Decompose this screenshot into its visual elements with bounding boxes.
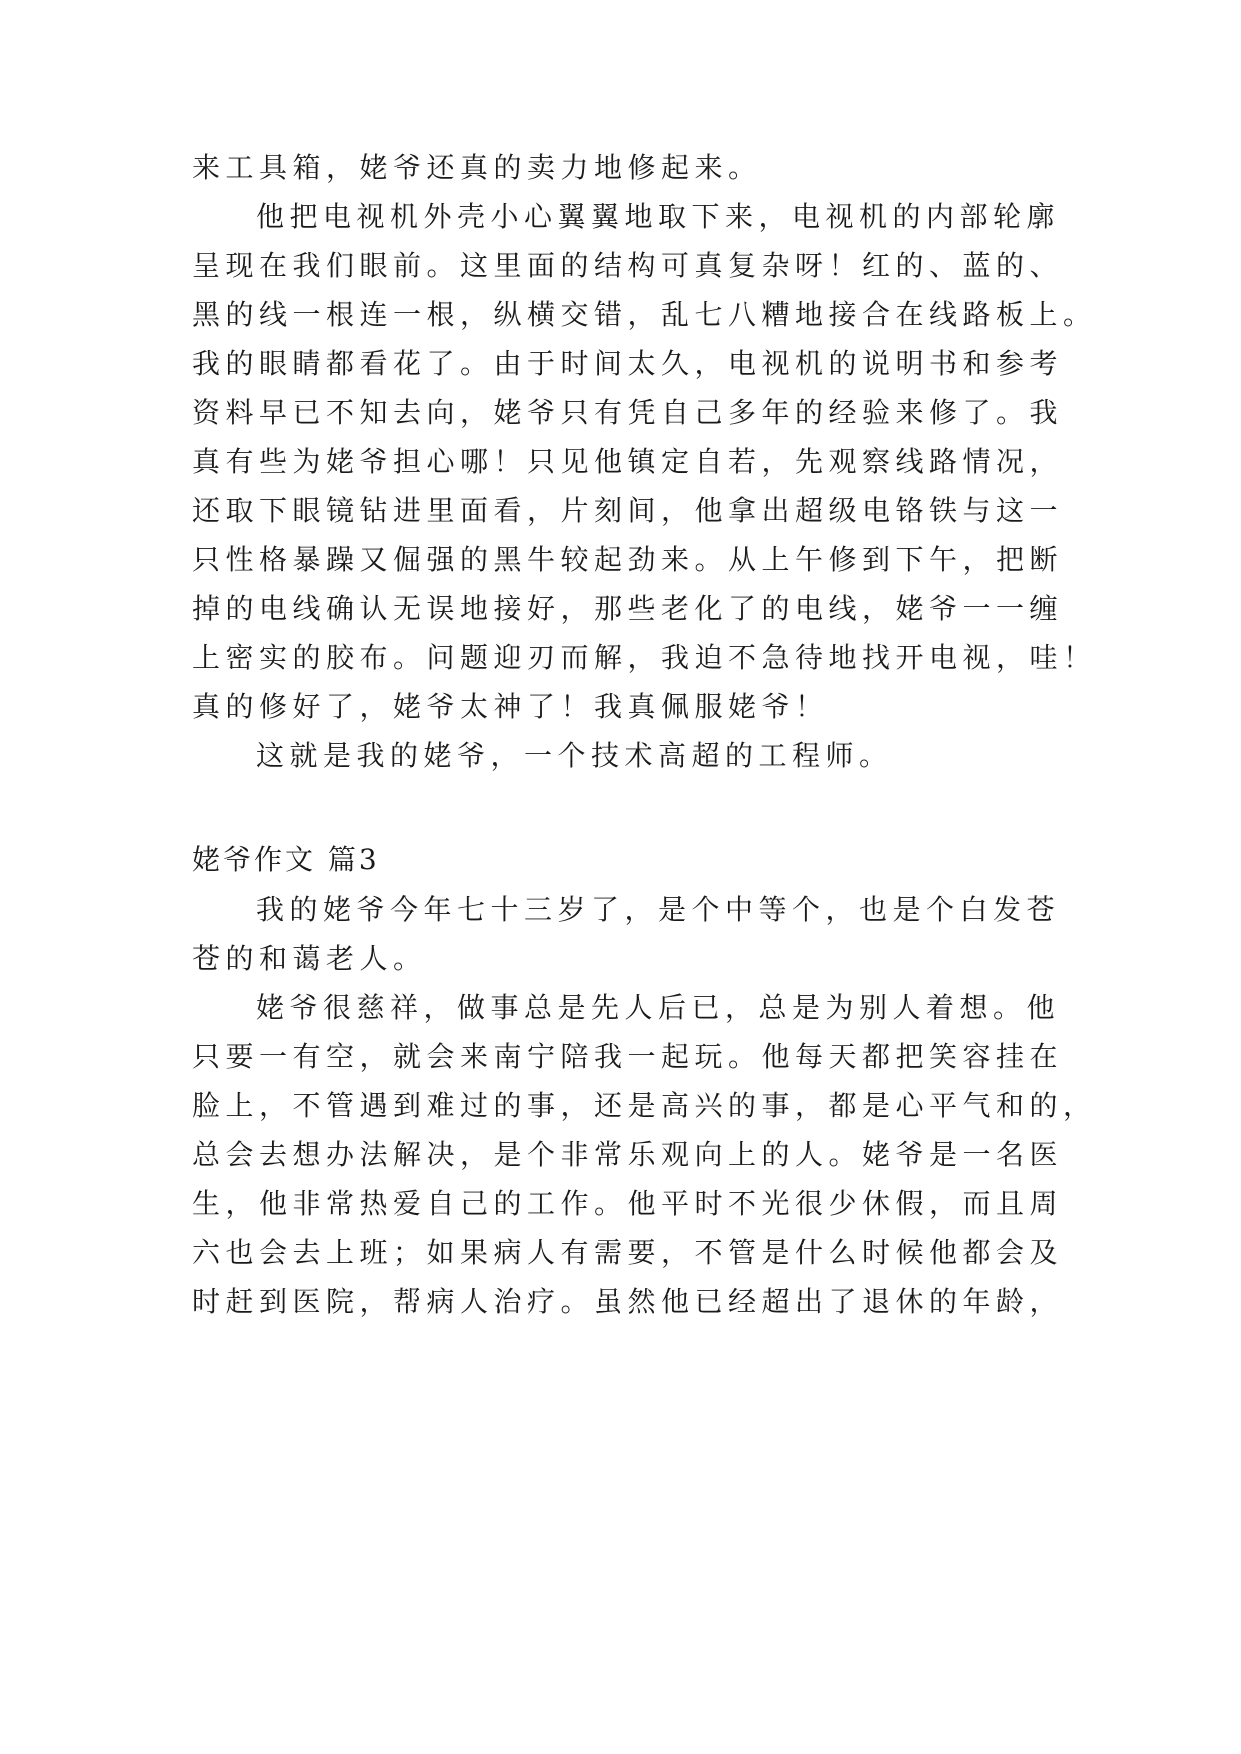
text-line: 上密实的胶布。问题迎刃而解，我迫不急待地找开电视，哇！ bbox=[192, 641, 1097, 674]
text-line: 生，他非常热爱自己的工作。他平时不光很少休假，而且周 bbox=[192, 1187, 1064, 1220]
text-line: 脸上，不管遇到难过的事，还是高兴的事，都是心平气和的， bbox=[192, 1089, 1097, 1122]
text-line: 我的眼睛都看花了。由于时间太久，电视机的说明书和参考 bbox=[192, 347, 1064, 380]
text-line: 资料早已不知去向，姥爷只有凭自己多年的经验来修了。我 bbox=[192, 396, 1064, 429]
text-line: 只要一有空，就会来南宁陪我一起玩。他每天都把笑容挂在 bbox=[192, 1040, 1064, 1073]
text-line: 真有些为姥爷担心哪！只见他镇定自若，先观察线路情况， bbox=[192, 445, 1064, 478]
text-line: 掉的电线确认无误地接好，那些老化了的电线，姥爷一一缠 bbox=[192, 592, 1064, 625]
paragraph-first-line: 我的姥爷今年七十三岁了，是个中等个，也是个白发苍 bbox=[256, 893, 1061, 926]
paragraph-first-line: 这就是我的姥爷，一个技术高超的工程师。 bbox=[256, 739, 893, 772]
paragraph-first-line: 他把电视机外壳小心翼翼地取下来，电视机的内部轮廓 bbox=[256, 200, 1061, 233]
text-line: 呈现在我们眼前。这里面的结构可真复杂呀！红的、蓝的、 bbox=[192, 249, 1064, 282]
text-line: 还取下眼镜钻进里面看，片刻间，他拿出超级电铬铁与这一 bbox=[192, 494, 1064, 527]
text-line: 时赶到医院，帮病人治疗。虽然他已经超出了退休的年龄， bbox=[192, 1285, 1064, 1318]
text-line: 来工具箱，姥爷还真的卖力地修起来。 bbox=[192, 151, 762, 184]
text-line: 只性格暴躁又倔强的黑牛较起劲来。从上午修到下午，把断 bbox=[192, 543, 1064, 576]
section-heading: 姥爷作文 篇3 bbox=[192, 843, 380, 876]
text-line: 六也会去上班；如果病人有需要，不管是什么时候他都会及 bbox=[192, 1236, 1064, 1269]
paragraph-first-line: 姥爷很慈祥，做事总是先人后已，总是为别人着想。他 bbox=[256, 991, 1061, 1024]
text-line: 真的修好了，姥爷太神了！我真佩服姥爷！ bbox=[192, 690, 829, 723]
text-line: 总会去想办法解决，是个非常乐观向上的人。姥爷是一名医 bbox=[192, 1138, 1064, 1171]
text-line: 苍的和蔼老人。 bbox=[192, 942, 427, 975]
text-line: 黑的线一根连一根，纵横交错，乱七八糟地接合在线路板上。 bbox=[192, 298, 1097, 331]
